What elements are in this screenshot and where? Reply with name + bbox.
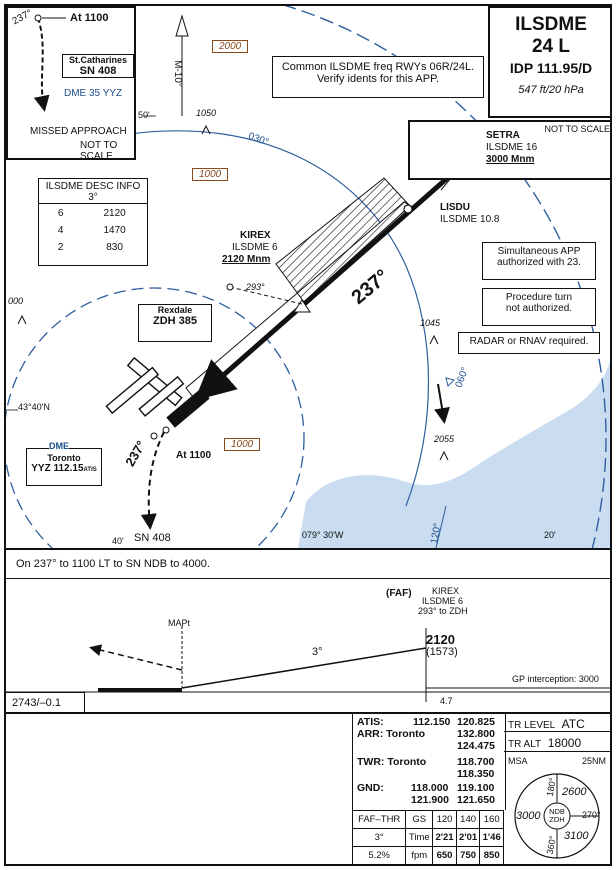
rate-head-gs: GS — [406, 811, 433, 829]
mag-variation-label: M-10° — [171, 60, 183, 87]
distance-4-7: 4.7 — [440, 696, 453, 706]
rexdale-name: Rexdale — [157, 305, 193, 315]
missed-inset-title-1: MISSED APPROACH — [30, 126, 127, 137]
msa-alt-w: 3000 — [516, 810, 541, 822]
desc-dme: 4 — [57, 225, 64, 236]
glide-angle-label: 3° — [312, 646, 323, 658]
common-freq-note — [272, 56, 484, 98]
chart-header — [488, 6, 612, 118]
radial-030-label: 030° — [246, 130, 270, 149]
rate-gs-1: 120 — [433, 811, 457, 829]
rate-time-label: Time — [406, 829, 433, 847]
setra-name: SETRA — [486, 130, 520, 141]
msa-center-1: NDB — [549, 807, 565, 816]
frequency-block — [352, 714, 506, 810]
terrain-alt-1000-a: 1000 — [192, 168, 228, 181]
atis-freq-1: 112.150 — [413, 716, 451, 728]
desc-info-rows — [39, 208, 147, 253]
arr-freq-2: 124.475 — [457, 740, 495, 752]
rexdale-ndb — [227, 284, 233, 290]
setra-alt: 3000 Mnm — [486, 154, 535, 165]
rate-fpm-1: 650 — [433, 847, 457, 865]
longitude-079-label: 079° 30'W — [302, 530, 344, 540]
longitude-20-label: 20' — [544, 530, 556, 540]
tr-alt-row — [504, 732, 610, 752]
gnd-label: GND: — [357, 782, 384, 794]
tr-level-label: TR LEVEL — [508, 720, 555, 731]
msa-bearing-180: 180° — [544, 776, 558, 798]
procedure-line2: not authorized. — [505, 303, 573, 314]
desc-dme: 2 — [57, 242, 64, 253]
mapt-label: MAPt — [168, 618, 191, 628]
rate-time-1: 2'21 — [433, 829, 457, 847]
tr-level-value: ATC — [561, 717, 585, 731]
missed-inset-fix-box — [62, 54, 134, 78]
lisdu-name: LISDU — [440, 202, 470, 213]
missed-course-label: 237° — [122, 438, 149, 469]
plan-view — [4, 4, 612, 550]
obstacle-alt-1050: 1050 — [196, 108, 217, 118]
kirex-alt: 2120 Mnm — [222, 254, 271, 265]
toronto-freq-text: YYZ 112.15 — [31, 463, 84, 474]
lisdu-fix — [404, 205, 412, 213]
arr-label: ARR: Toronto — [357, 728, 426, 740]
lake-ontario-water — [298, 361, 610, 548]
arr-freq-1: 132.800 — [457, 728, 495, 740]
msa-radius: 25NM — [581, 756, 606, 766]
twr-freq-1: 118.700 — [457, 756, 495, 768]
twr-label: TWR: Toronto — [357, 756, 427, 768]
transition-block — [504, 714, 610, 752]
procedure-line1: Procedure turn — [505, 292, 573, 303]
obstacle-alt-1045: 1045 — [420, 318, 441, 328]
atis-label: ATIS: — [357, 716, 384, 728]
toronto-freq — [27, 463, 101, 474]
kirex-name: KIREX — [240, 230, 271, 241]
missed-inset-fix-name: St.Catharines — [68, 55, 128, 65]
profile-kirex-course: 293° to ZDH — [418, 606, 468, 616]
rate-fpm-2: 750 — [456, 847, 480, 865]
procedure-turn-note — [482, 288, 596, 326]
profile-kirex-dme: ILSDME 6 — [422, 596, 464, 606]
rate-grad: 5.2% — [353, 847, 406, 865]
final-approach-track — [202, 166, 461, 394]
tr-alt-label: TR ALT — [508, 739, 541, 750]
mag-north-arrowhead — [176, 16, 188, 36]
missed-climb — [92, 648, 182, 670]
minima-text: 2743/–0.1 — [12, 697, 61, 709]
faf-label: (FAF) — [386, 588, 412, 599]
arc-arrow — [438, 384, 444, 420]
msa-block — [504, 752, 610, 864]
radial-120-label: 120° — [429, 522, 444, 545]
table-row — [353, 811, 504, 829]
msa-center — [544, 808, 570, 824]
desc-alt: 2120 — [103, 208, 126, 219]
radar-text: RADAR or RNAV required. — [469, 336, 589, 347]
desc-info-angle: 3° — [39, 192, 147, 204]
missed-inset-at: At 1100 — [70, 12, 109, 24]
longitude-50-label: 50' — [138, 110, 150, 120]
msa-bearing-360: 360° — [544, 834, 558, 856]
at-1100-point — [163, 427, 169, 433]
chart-title: ILSDME — [515, 14, 587, 35]
missed-inset-course: 237° — [10, 7, 35, 28]
common-freq-line2: Verify idents for this APP. — [316, 73, 440, 85]
toronto-dme-box — [26, 441, 102, 486]
rate-gs-2: 140 — [456, 811, 480, 829]
minima-box — [6, 692, 85, 714]
rexdale-ndb-box — [138, 304, 212, 342]
common-freq-line1: Common ILSDME freq RWYs 06R/24L. — [281, 61, 475, 73]
simultaneous-note — [482, 242, 596, 280]
rate-fpm-3: 850 — [480, 847, 504, 865]
setra-dme: ILSDME 16 — [486, 142, 538, 153]
table-row — [353, 829, 504, 847]
latitude-label: 43°40'N — [18, 402, 50, 412]
setra-fix-box — [408, 120, 612, 180]
gp-interception-label: GP interception: 3000 — [512, 674, 599, 684]
final-course-label: 237° — [347, 265, 394, 309]
table-row — [39, 208, 147, 219]
glide-path — [182, 648, 426, 688]
simultaneous-line2: authorized with 23. — [497, 257, 581, 268]
rexdale-id: ZDH 385 — [152, 315, 198, 327]
kirex-dme: ILSDME 6 — [232, 242, 278, 253]
longitude-40-label: 40' — [112, 536, 124, 546]
chart-elevation: 547 ft/20 hPa — [518, 84, 584, 96]
not-to-scale-label: NOT TO SCALE — [544, 124, 610, 134]
rate-head-faf: FAF–THR — [353, 811, 406, 829]
descent-rate-table — [352, 810, 504, 865]
faf-height: (1573) — [426, 646, 458, 658]
rate-time-2: 2'01 — [456, 829, 480, 847]
obstacle-symbols — [18, 126, 448, 460]
twr-freq-2: 118.350 — [457, 768, 495, 780]
profile-graphics — [6, 578, 610, 714]
missed-procedure-text: On 237° to 1100 LT to SN NDB to 4000. — [16, 558, 210, 570]
desc-alt: 1470 — [103, 225, 126, 236]
rate-time-3: 1'46 — [480, 829, 504, 847]
desc-alt: 830 — [106, 242, 123, 253]
missed-approach-inset — [6, 6, 136, 160]
obstacle-alt-000: 000 — [8, 296, 24, 306]
missed-inset-fix-id: SN 408 — [79, 65, 117, 77]
gnd-freq-1: 118.000 — [411, 782, 449, 794]
msa-center-2: ZDH — [549, 815, 565, 824]
simultaneous-line1: Simultaneous APP — [497, 246, 581, 257]
toronto-atis: ATIS — [83, 467, 97, 473]
info-panel — [4, 714, 612, 866]
profile-view — [4, 550, 612, 714]
at-1100-label: At 1100 — [176, 450, 212, 461]
sn-408-label: SN 408 — [134, 532, 171, 544]
rate-fpm-label: fpm — [406, 847, 433, 865]
rate-gs-3: 160 — [480, 811, 504, 829]
terrain-alt-1000-b: 1000 — [224, 438, 260, 451]
msa-bearing-270: 270° — [582, 810, 601, 820]
desc-dme: 6 — [57, 208, 64, 219]
radial-293-label: 293° — [246, 282, 265, 292]
toronto-name: Toronto — [47, 453, 81, 463]
gnd-freq-2: 119.100 — [457, 782, 495, 794]
rate-angle: 3° — [353, 829, 406, 847]
tr-alt-value: 18000 — [547, 736, 582, 750]
tr-level-row — [504, 714, 610, 732]
terrain-alt-2000: 2000 — [212, 40, 248, 53]
chart-idp: IDP 111.95/D — [509, 60, 593, 76]
msa-alt-se: 3100 — [564, 830, 589, 842]
radar-note — [458, 332, 600, 354]
desc-info-table — [38, 178, 148, 266]
toronto-dme — [151, 433, 157, 439]
lisdu-dme: ILSDME 10.8 — [440, 214, 500, 225]
msa-alt-ne: 2600 — [562, 786, 587, 798]
gnd-freq-4: 121.650 — [457, 794, 495, 806]
table-row — [39, 219, 147, 236]
missed-approach-path — [149, 432, 164, 526]
missed-inset-dme: DME 35 YYZ — [64, 88, 123, 99]
profile-kirex-name: KIREX — [432, 586, 460, 596]
toronto-dme-label: DME — [49, 441, 69, 451]
table-row — [39, 236, 147, 253]
faf-altitude: 2120 — [426, 632, 455, 647]
msa-label: MSA — [508, 756, 528, 766]
table-row — [353, 847, 504, 865]
desc-info-title: ILSDME DESC INFO — [45, 181, 141, 192]
chart-runway: 24 L — [531, 36, 571, 57]
gnd-freq-3: 121.900 — [411, 794, 449, 806]
obstacle-alt-2055: 2055 — [434, 434, 455, 444]
atis-freq-2: 120.825 — [457, 716, 495, 728]
missed-inset-title-2: NOT TO SCALE — [80, 140, 118, 162]
radial-060-label: 060° — [453, 365, 472, 390]
